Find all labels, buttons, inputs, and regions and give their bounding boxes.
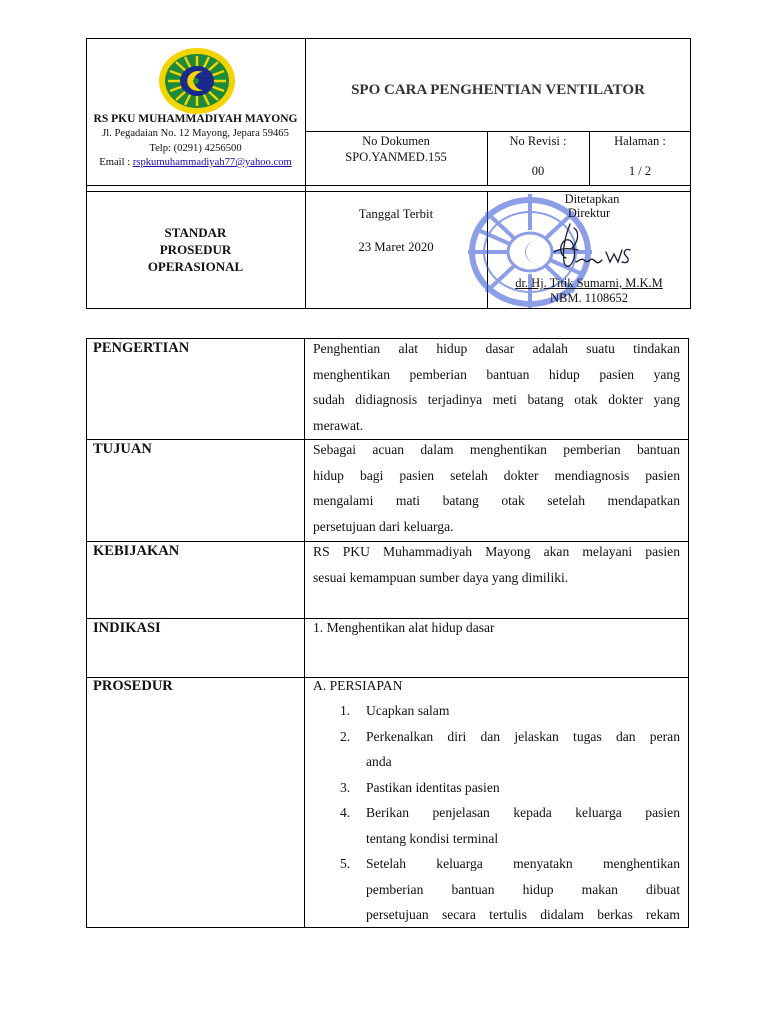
prosedur-item-line: Pastikan identitas pasien [366, 779, 500, 795]
prosedur-item-line: persetujuan secara tertulis didalam berkas rekam [366, 907, 680, 922]
prosedur-item-line: Berikan penjelasan kepada keluarga pasien [366, 805, 680, 820]
sop-line-2: PROSEDUR [159, 242, 232, 257]
sop-line-3: OPERASIONAL [147, 259, 244, 274]
kebijakan-label: KEBIJAKAN [93, 543, 180, 559]
kebijakan-text [313, 539, 680, 590]
prosedur-item-number: 2. [340, 728, 351, 744]
prosedur-item [340, 698, 680, 724]
approved-line-1: Ditetapkan [564, 192, 620, 206]
prosedur-item-line: Ucapkan salam [366, 703, 450, 718]
tujuan-line: hidup bagi pasien setelah dokter mendiagnosis pasien [313, 467, 680, 483]
prosedur-list [340, 698, 680, 928]
content-column-divider [304, 338, 305, 928]
prosedur-item [340, 775, 680, 801]
prosedur-item [340, 724, 680, 775]
director-nbm: NBM. 1108652 [549, 291, 628, 305]
tujuan-label: TUJUAN [93, 441, 152, 457]
prosedur-item-number: 5. [340, 856, 351, 871]
prosedur-item-number: 1. [340, 703, 351, 718]
pengertian-line: Penghentian alat hidup dasar adalah suatu tindakan [313, 341, 680, 356]
hospital-phone: Telp: (0291) 4256500 [149, 143, 242, 154]
revision-value: 00 [531, 164, 545, 178]
email-link[interactable]: rspkumuhammadiyah77@yahoo.com [132, 157, 292, 168]
email-label: Email : [99, 157, 133, 168]
header-gap-top [86, 185, 691, 186]
prosedur-heading: A. PERSIAPAN [313, 678, 403, 693]
pengertian-label: PENGERTIAN [93, 340, 190, 356]
prosedur-item-number: 4. [340, 805, 351, 820]
kebijakan-line: RS PKU Muhammadiyah Mayong akan melayani pasien [313, 544, 680, 559]
pengertian-line: menghentikan pemberian bantuan hidup pasien yang [313, 366, 680, 382]
tujuan-line: mengalami mati batang otak setelah mendapatkan [313, 493, 680, 508]
doc-no-value: SPO.YANMED.155 [345, 150, 447, 164]
document-title: SPO CARA PENGHENTIAN VENTILATOR [351, 82, 645, 98]
pengertian-line: sudah didiagnosis terjadinya meti batang otak dokter yang [313, 392, 680, 407]
issue-label: Tanggal Terbit [358, 207, 434, 221]
director-name: dr. Hj. Titik Sumarni, M.K.M [515, 276, 663, 290]
hospital-name: RS PKU MUHAMMADIYAH MAYONG [93, 113, 298, 125]
tujuan-line: Sebagai acuan dalam menghentikan pemberian bantuan [313, 442, 680, 457]
header-divider-vertical [305, 38, 306, 309]
prosedur-item [340, 851, 680, 928]
prosedur-item-number: 3. [340, 779, 351, 795]
tujuan-text [313, 437, 680, 539]
page-label: Halaman : [614, 134, 666, 148]
tujuan-line: persetujuan dari keluarga. [313, 518, 454, 534]
pengertian-line: merawat. [313, 417, 364, 433]
sop-title [86, 224, 305, 275]
prosedur-item-line: Setelah keluarga menyatakn menghentikan [366, 856, 680, 871]
kebijakan-line: sesuai kemampuan sumber daya yang dimiliki. [313, 569, 569, 585]
hospital-logo [158, 47, 236, 115]
issue-date: 23 Maret 2020 [358, 240, 434, 254]
indikasi-item: 1. Menghentikan alat hidup dasar [313, 620, 495, 635]
hospital-email-line [86, 157, 305, 168]
page-value: 1 / 2 [628, 164, 652, 178]
prosedur-item-line: Perkenalkan diri dan jelaskan tugas dan peran [366, 728, 680, 744]
doc-no-label: No Dokumen [362, 134, 430, 148]
revision-label: No Revisi : [509, 134, 567, 148]
sop-line-1: STANDAR [164, 225, 227, 240]
prosedur-item-line: tentang kondisi terminal [366, 830, 499, 846]
indikasi-label: INDIKASI [93, 620, 161, 636]
prosedur-item-line: anda [366, 754, 392, 769]
hospital-address: Jl. Pegadaian No. 12 Mayong, Jepara 59465 [102, 128, 289, 139]
approved-line-2: Direktur [567, 206, 611, 220]
header-divider-mid [305, 131, 691, 132]
prosedur-item [340, 800, 680, 851]
pengertian-text [313, 336, 680, 438]
prosedur-item-line: pemberian bantuan hidup makan dibuat [366, 881, 680, 897]
director-signature [536, 218, 636, 280]
prosedur-label: PROSEDUR [93, 678, 173, 694]
